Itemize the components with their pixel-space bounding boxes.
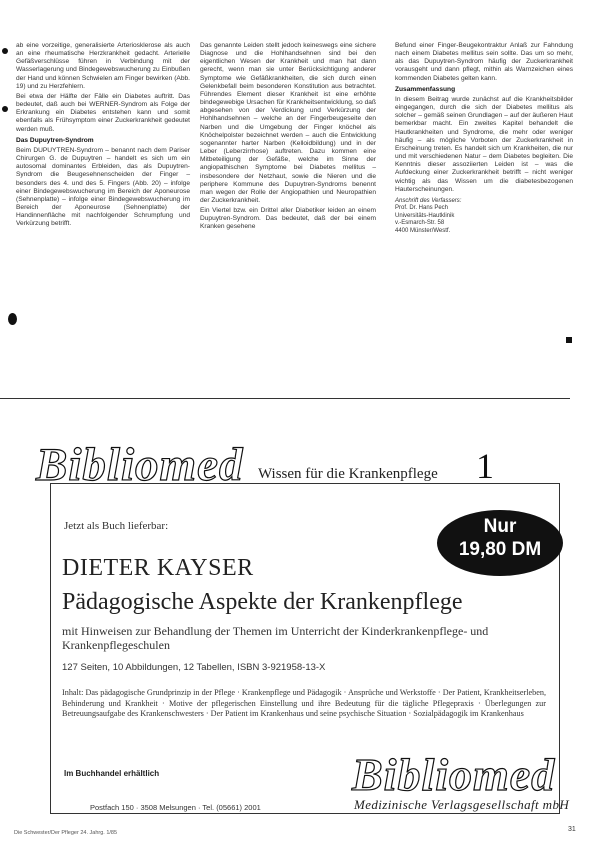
price-badge: [437, 510, 563, 576]
paragraph: Ein Viertel bzw. ein Drittel aller Diabetiker leiden an einem Dupuytren-Syndrom. Das bedeutet, daß der bei einem Kranken gesehene: [200, 207, 376, 231]
book-title: Pädagogische Aspekte der Krankenpflege: [62, 589, 463, 615]
book-specs: 127 Seiten, 10 Abbildungen, 12 Tabellen, ISBN 3-921958-13-X: [62, 662, 326, 673]
paragraph: Beim DUPUYTREN-Syndrom – benannt nach dem Pariser Chirurgen G. de Dupuytren – handelt es sich um ein autosomal dominantes Erbleiden, das als Dupuytren-Syndrom die Beugesehnenscheiden der Finger – besonders des 4. und des 5. Fingers (Abb. 20) – infolge einer Bindegewebswucherung im Bereich der Aponeurose (Sehnenplatte) – infolge einer Bindegewebswucherung im Bereich der Aponeurose (Sehnenplatte) der Handinnenfläche mit nachfolgender Schrumpfung und Verkürzung betrifft.: [16, 146, 190, 228]
paragraph: Bei etwa der Hälfte der Fälle ein Diabetes auftritt. Das bedeutet, daß auch bei WERNER-Syndrom als Folge der Erkrankung ein Diabetes entstehen kann und somit ebenfalls als Frühsymptom einer Zuckerkrankheit gedeutet werden muß.: [16, 92, 190, 133]
bookstore-note: Im Buchhandel erhältlich: [64, 769, 160, 778]
book-contents: Inhalt: Das pädagogische Grundprinzip in der Pflege · Krankenpflege und Pädagogik · Ansprüche und Werkstoffe · Der Patient, Krankheitserleben, Behinderung und Krankheit · Motive der pflegerischen Einstellung und ihre Bedeutung für die tägliche Pflegepraxis · Überlegungen zur Betreuungsaufgabe des Krankenschwesters · Der Patient im Krankenhaus und seine psychische Situation · Sozialpädagogik im Krankenhaus: [62, 688, 546, 719]
article-column-1: [16, 42, 190, 230]
section-heading: Zusammenfassung: [395, 85, 456, 93]
paragraph: Das genannte Leiden stellt jedoch keineswegs eine sichere Diagnose und die Hohlhandsehnen sind bei den eigentlichen Wesen der Krankheit und man hat dann gerecht, wenn man sie unter Berücksichtigung anderer Symptome wie Gefäßkrankheiten, die sich durch einen Gelenkbefall beim besonderen Konstitution aus betrachtet. Führendes Element dieser Krankheit ist eine erhöhte bindegewebige Ursachen für Krankheitsentwicklung, so daß abgesehen von der Verdickung und Verkürzung der Hohlhandsehnen – welche an der Fingerbeugeseite den Narben und die Umgebung der Finger knöchel als Knöchelpolster bezeichnet werden – auch die Entwicklung sogenannter harter Narben (Kelloidbildung) und in der Leber (Leberzirrhose) auftreten. Dazu kommen eine Mitbeteiligung der Gefäße, welche im Sinne der angiopathischen Symptome bei Diabetes mellitus – insbesondere der Netzhaut, sowie die Nieren und die periphere Kommune des Dupuytren-Syndroms benennt man wegen der Rolle der Angiopathien und Neuropathien der Zuckerkrankheit.: [200, 42, 376, 204]
series-logo: Bibliomed: [36, 439, 244, 491]
author-address: [395, 198, 573, 236]
price-value: 19,80 DM: [458, 539, 542, 560]
end-of-article-mark: [566, 337, 572, 343]
paragraph: Befund einer Finger-Beugekontraktur Anlaß zur Fahndung nach einem Diabetes mellitus sein sollte. Das um so mehr, als das Dupuytren-Syndrom häufig der Zuckerkrankheit vorausgeht und dann pflegt, mithin als Warnzeichen eines kommenden Diabetes gelten kann.: [395, 42, 573, 82]
address-heading: Anschrift des Verfassers:: [395, 197, 462, 204]
address-line: 4400 Münster/Westf.: [395, 227, 451, 234]
binder-hole: [8, 313, 17, 325]
address-line: Prof. Dr. Hans Pech: [395, 205, 449, 212]
journal-citation: Die Schwester/Der Pfleger 24. Jahrg. 1/85: [14, 830, 118, 836]
binder-hole: [2, 48, 8, 54]
paragraph: In diesem Beitrag wurde zunächst auf die Krankheitsbilder eingegangen, durch die sich der Diabetes mellitus als solcher – gemäß seinen Grundlagen – auf der äußeren Haut bemerkbar macht. Ein zweites Kapitel behandelt die Hautkrankheiten und Syndrome, die mehr oder weniger häufig – als mögliche Vorboten der Zuckerkrankheit in Erscheinung treten. Es handelt sich um Krankheiten, die nur und mit verschiedenen Natur – dem Diabetes begleiten. Die Kenntnis dieser assoziierten Leiden ist – was die Aufdeckung einer Zuckerkrankheit betrifft – nicht weniger wichtig als das Wissen um die diabetesbezogenen Hauterscheinungen.: [395, 95, 573, 193]
series-number: 1: [476, 446, 494, 486]
publisher-name: Medizinische Verlagsgesellschaft mbH: [354, 797, 570, 812]
page-number: 31: [568, 826, 576, 833]
section-heading: Das Dupuytren-Syndrom: [16, 136, 94, 144]
address-line: v.-Esmarch-Str. 58: [395, 220, 445, 227]
paragraph: ab eine vorzeitige, generalisierte Arteriosklerose als auch an eine rheumatische Herzkrankheit gedacht. Arterielle Gefäßverschlüsse führen in Verbindung mit der Wasserlagerung und Bindegewebswucherung zu Einbußen der Hand und können Schwielen am Finger bewirken (Abb. 19) und zu Herzfehlern.: [16, 42, 190, 90]
availability-note: Jetzt als Buch lieferbar:: [64, 520, 169, 532]
page-divider: [0, 398, 570, 399]
series-subtitle: Wissen für die Krankenpflege: [258, 466, 438, 482]
article-column-3: [395, 42, 573, 235]
publisher-logo: Bibliomed: [352, 749, 556, 800]
book-subtitle: mit Hinweisen zur Behandlung der Themen im Unterricht der Kinderkrankenpflege- und Krankenpflegeschulen: [62, 624, 489, 652]
price-label: Nur: [483, 516, 517, 537]
book-author: DIETER KAYSER: [62, 555, 254, 581]
binder-hole: [2, 106, 8, 112]
publisher-address: Postfach 150 · 3508 Melsungen · Tel. (05661) 2001: [90, 803, 261, 812]
address-line: Universitäts-Hautklinik: [395, 212, 455, 219]
article-column-2: [200, 42, 376, 234]
